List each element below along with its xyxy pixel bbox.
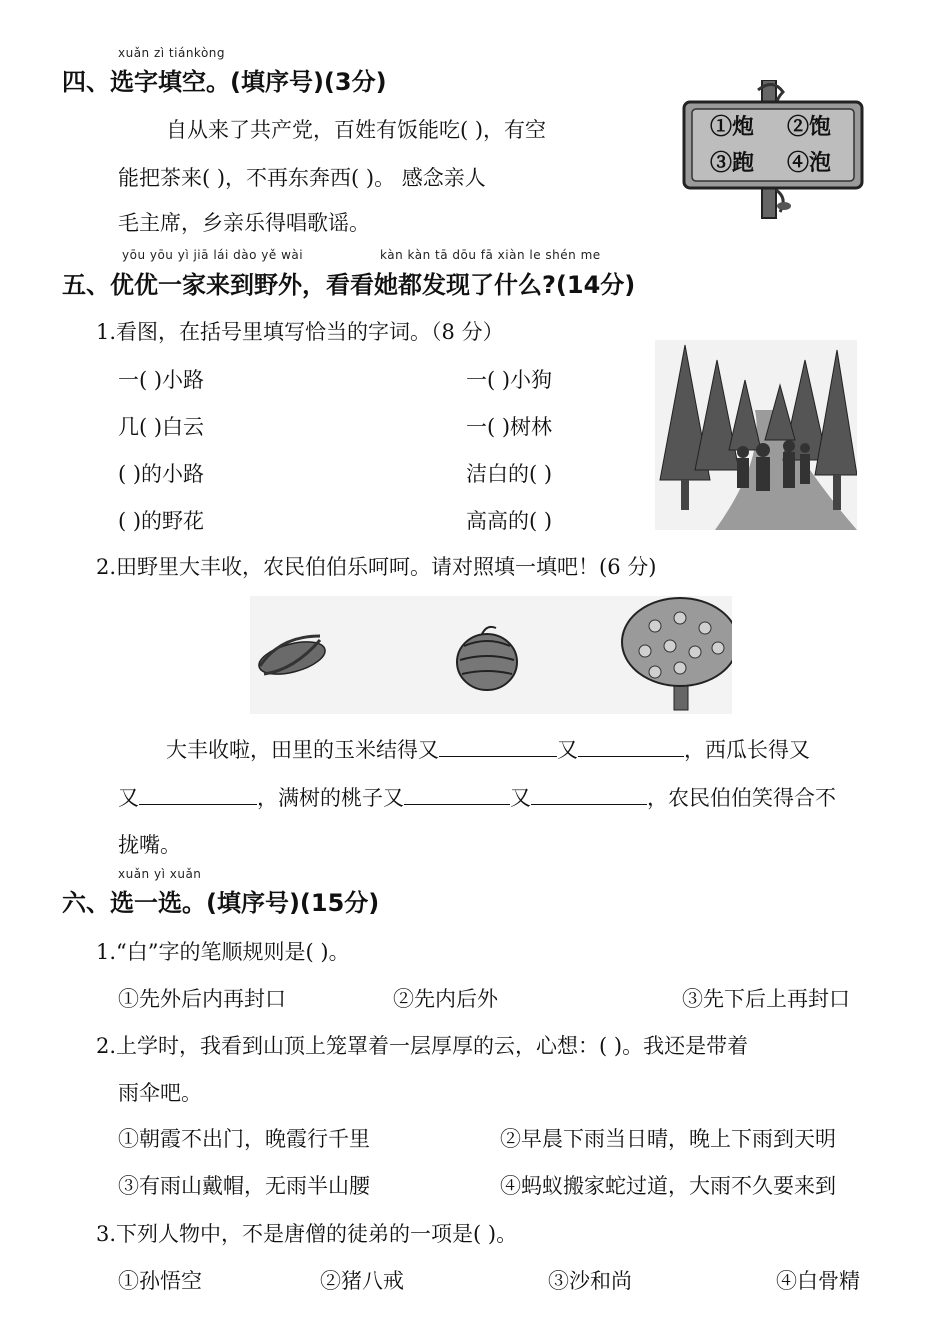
s6-q3-opt-3: ③沙和尚 [548, 1269, 632, 1293]
blank-3[interactable] [139, 784, 257, 805]
s6-pinyin: xuǎn yì xuǎn [118, 867, 202, 881]
s6-q2-opt-1: ①朝霞不出门，晚霞行千里 [118, 1127, 370, 1151]
forest-path-illustration [655, 340, 857, 530]
s6-q3-opt-4: ④白骨精 [776, 1269, 860, 1293]
s6-q2-line1: 2.上学时，我看到山顶上笼罩着一层厚厚的云，心想：( )。我还是带着 [96, 1034, 749, 1058]
s4-line1: 自从来了共产党，百姓有饭能吃( )，有空 [166, 118, 547, 142]
s5-para-text-7: ，农民伯伯笑得合不 [647, 786, 836, 810]
s6-q1-opt-2: ②先内后外 [393, 987, 498, 1011]
s5-q2: 2.田野里大丰收，农民伯伯乐呵呵。请对照填一填吧！(6 分) [96, 555, 657, 579]
s5-para-text-3: ，西瓜长得又 [684, 738, 810, 762]
blank-4[interactable] [404, 784, 510, 805]
s6-q2-opt-2: ②早晨下雨当日晴，晚上下雨到天明 [500, 1127, 836, 1151]
forest-icon [655, 340, 857, 530]
s6-q2-opt-3: ③有雨山戴帽，无雨半山腰 [118, 1174, 370, 1198]
s5-para-text-6: 又 [510, 786, 531, 810]
peach-tree-icon [622, 598, 732, 710]
s6-title: 六、选一选。(填序号)(15分) [62, 889, 380, 917]
s5-item-5: ( )的小路 [118, 462, 205, 486]
s5-item-3: 几( )白云 [118, 415, 205, 439]
s6-q3-opt-1: ①孙悟空 [118, 1269, 202, 1293]
s5-para-line2 [118, 782, 836, 812]
corn-icon [256, 636, 329, 681]
s6-q2-opt-4: ④蚂蚁搬家蛇过道，大雨不久要来到 [500, 1174, 836, 1198]
s5-item-6: 洁白的( ) [466, 462, 553, 486]
s5-para-text-2: 又 [557, 738, 578, 762]
s5-item-1: 一( )小路 [118, 368, 205, 392]
signpost-icon [680, 80, 870, 220]
s5-para-text-1: 大丰收啦，田里的玉米结得又 [166, 738, 439, 762]
blank-2[interactable] [578, 736, 684, 757]
s5-pinyin-2: kàn kàn tā dōu fā xiàn le shén me [380, 248, 601, 262]
s6-q2-line2: 雨伞吧。 [118, 1081, 202, 1105]
s5-q1: 1.看图，在括号里填写恰当的字词。（8 分） [96, 320, 504, 344]
s5-item-8: 高高的( ) [466, 509, 553, 533]
sign-option-4: ④泡 [787, 150, 832, 176]
signpost-illustration [680, 80, 870, 220]
s4-line2: 能把茶来( )，不再东奔西( )。 感念亲人 [118, 166, 486, 190]
s5-pinyin-1: yōu yōu yì jiā lái dào yě wài [122, 248, 304, 262]
s5-para-text-5: ，满树的桃子又 [257, 786, 404, 810]
s5-title: 五、优优一家来到野外，看看她都发现了什么?(14分) [62, 271, 636, 299]
s4-pinyin: xuǎn zì tiánkòng [118, 46, 226, 60]
s5-para-line1 [166, 734, 810, 764]
s4-line3: 毛主席，乡亲乐得唱歌谣。 [118, 211, 370, 235]
s4-title: 四、选字填空。(填序号)(3分) [62, 68, 387, 96]
s5-item-2: 一( )小狗 [466, 368, 553, 392]
s5-para-text-4: 又 [118, 786, 139, 810]
s6-q1: 1.“白”字的笔顺规则是( )。 [96, 940, 350, 964]
s6-q3: 3.下列人物中，不是唐僧的徒弟的一项是( )。 [96, 1222, 518, 1246]
s6-q1-opt-3: ③先下后上再封口 [682, 987, 850, 1011]
sign-option-1: ①炮 [710, 114, 755, 140]
harvest-illustration [250, 596, 732, 714]
sign-option-2: ②饱 [787, 114, 832, 140]
s5-item-7: ( )的野花 [118, 509, 205, 533]
sign-option-3: ③跑 [710, 150, 755, 176]
s5-para-line3: 拢嘴。 [118, 833, 181, 857]
watermelon-icon [457, 627, 517, 690]
s6-q3-opt-2: ②猪八戒 [320, 1269, 404, 1293]
s5-item-4: 一( )树林 [466, 415, 553, 439]
s6-q1-opt-1: ①先外后内再封口 [118, 987, 286, 1011]
blank-1[interactable] [439, 736, 557, 757]
blank-5[interactable] [531, 784, 647, 805]
